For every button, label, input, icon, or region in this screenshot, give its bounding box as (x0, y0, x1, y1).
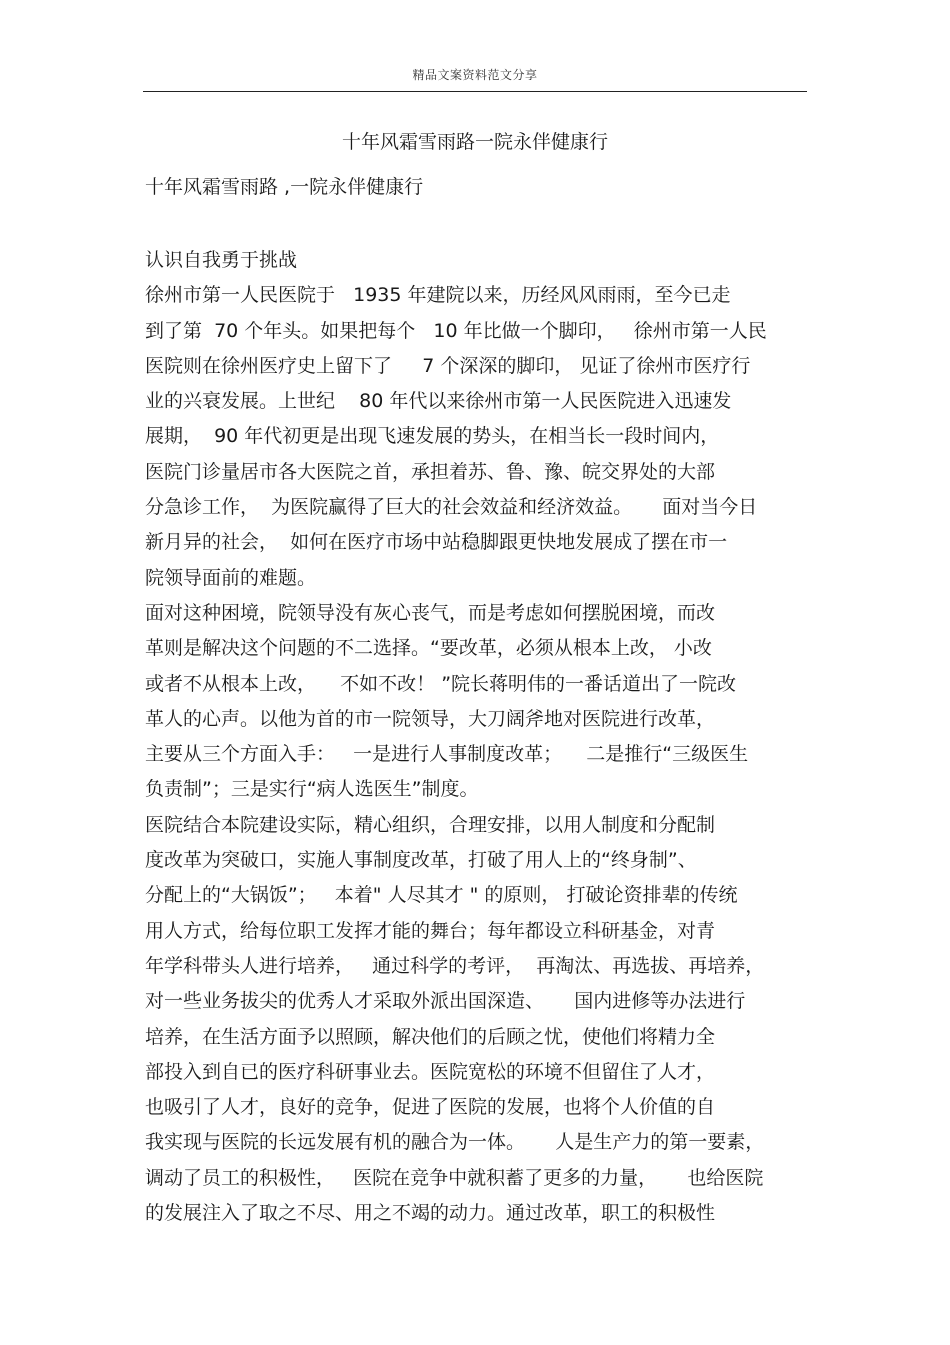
document-title: 十年风霜雪雨路一院永伴健康行 (341, 131, 608, 153)
body-line: 用人方式，给每位职工发挥才能的舞台；每年都设立科研基金，对青 (145, 919, 716, 942)
body-line: 革人的心声。以他为首的市一院领导，大刀阔斧地对医院进行改革， (145, 707, 716, 730)
body-line: 院领导面前的难题。 (145, 566, 317, 589)
body-line: 展期， 90 年代初更是出现飞速发展的势头，在相当长一段时间内， (145, 425, 720, 448)
body-line: 新月异的社会， 如何在医疗市场中站稳脚跟更快地发展成了摆在市一 (145, 531, 728, 554)
body-line: 医院则在徐州医疗史上留下了 7 个深深的脚印， 见证了徐州市医疗行 (145, 354, 751, 377)
body-line: 年学科带头人进行培养， 通过科学的考评， 再淘汰、再选拔、再培养， (145, 954, 765, 977)
body-line: 认识自我勇于挑战 (145, 249, 298, 271)
body-line: 对一些业务拔尖的优秀人才采取外派出国深造、 国内进修等办法进行 (145, 990, 746, 1013)
body-line: 医院结合本院建设实际，精心组织，合理安排，以用人制度和分配制 (145, 813, 716, 836)
body-line: 培养，在生活方面予以照顾，解决他们的后顾之忧，使他们将精力全 (145, 1025, 716, 1048)
body-line: 也吸引了人才，良好的竞争，促进了医院的发展，也将个人价值的自 (145, 1096, 716, 1119)
body-text (145, 243, 825, 1231)
body-line: 徐州市第一人民医院于 1935 年建院以来，历经风风雨雨，至今已走 (145, 284, 731, 307)
body-line: 革则是解决这个问题的不二选择。“要改革，必须从根本上改， 小改 (145, 637, 712, 660)
body-line: 负责制”；三是实行“病人选医生”制度。 (145, 778, 479, 801)
header-divider (143, 91, 807, 92)
body-line: 度改革为突破口，实施人事制度改革，打破了用人上的“终身制”、 (145, 849, 697, 872)
document-subtitle: 十年风霜雪雨路 ,一院永伴健康行 (145, 176, 424, 198)
body-line: 或者不从根本上改， 不如不改！ ”院长蒋明伟的一番话道出了一院改 (145, 672, 737, 695)
body-line: 调动了员工的积极性， 医院在竞争中就积蓄了更多的力量， 也给医院 (145, 1166, 764, 1189)
running-header: 精品文案资料范文分享 (412, 68, 538, 82)
body-line: 到了第 70 个年头。如果把每个 10 年比做一个脚印， 徐州市第一人民 (145, 319, 767, 342)
body-line: 业的兴衰发展。上世纪 80 年代以来徐州市第一人民医院进入迅速发 (145, 390, 732, 413)
body-line: 我实现与医院的长远发展有机的融合为一体。 人是生产力的第一要素， (145, 1131, 765, 1154)
body-line: 分急诊工作， 为医院赢得了巨大的社会效益和经济效益。 面对当今日 (145, 496, 758, 519)
body-line: 部投入到自已的医疗科研事业去。医院宽松的环境不但留住了人才， (145, 1060, 716, 1083)
body-line: 分配上的“大锅饭”； 本着" 人尽其才 " 的原则， 打破论资排辈的传统 (145, 884, 738, 907)
body-line: 的发展注入了取之不尽、用之不竭的动力。通过改革，职工的积极性 (145, 1202, 716, 1225)
body-line: 医院门诊量居市各大医院之首，承担着苏、鲁、豫、皖交界处的大部 (145, 460, 716, 483)
body-line: 主要从三个方面入手： 一是进行人事制度改革； 二是推行“三级医生 (145, 743, 749, 766)
body-line: 面对这种困境，院领导没有灰心丧气，而是考虑如何摆脱困境，而改 (145, 601, 716, 624)
